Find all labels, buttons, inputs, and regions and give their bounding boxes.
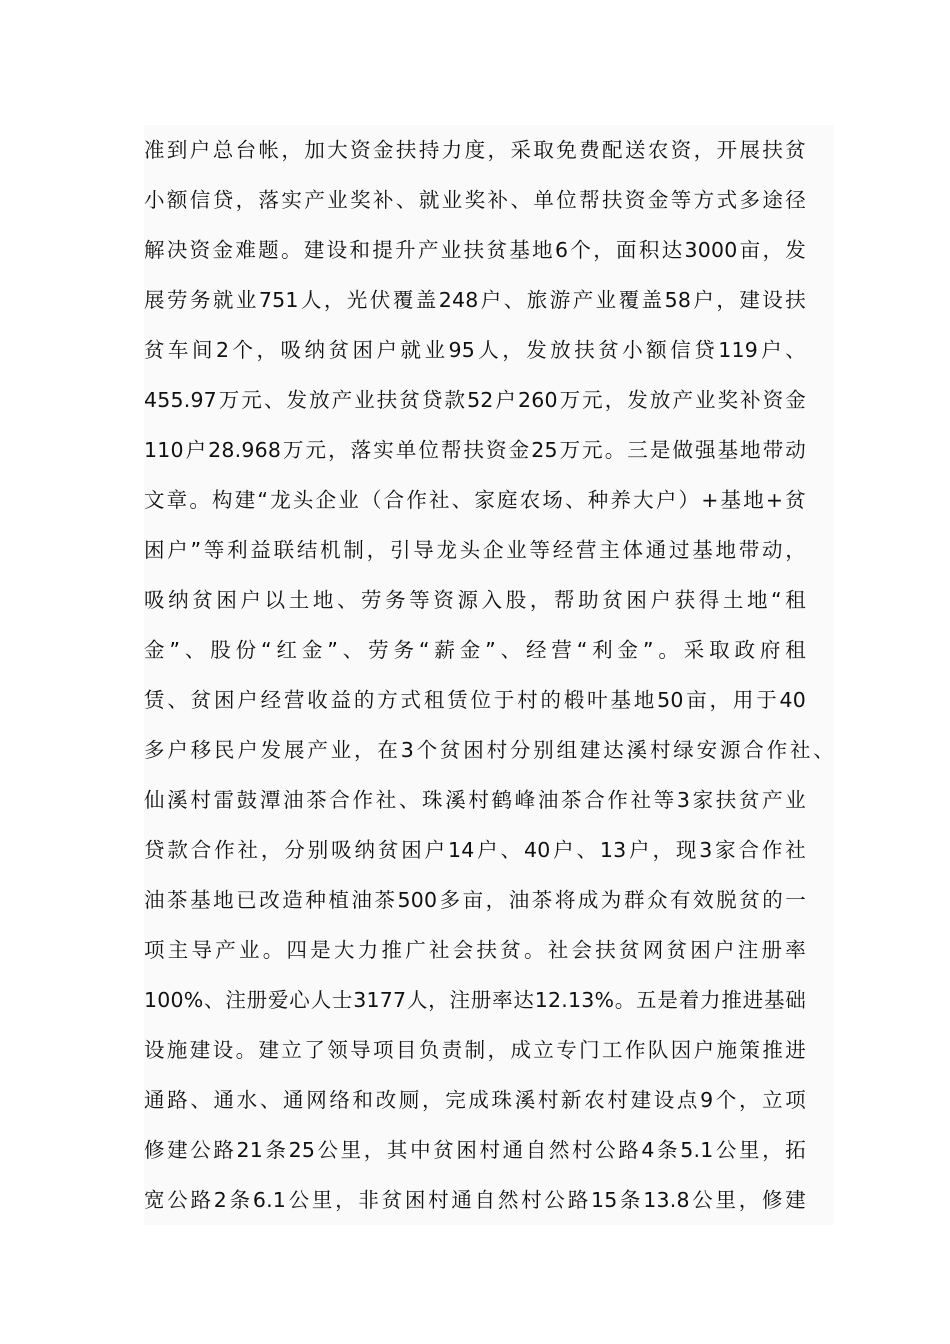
- text-line: 100%、注册爱心人士3177人，注册率达12.13%。五是着力推进基础: [144, 988, 806, 1012]
- text-line: 多户移民户发展产业，在3个贫困村分别组建达溪村绿安源合作社、: [144, 738, 834, 762]
- text-line: 解决资金难题。建设和提升产业扶贫基地6个，面积达3000亩，发: [144, 238, 806, 262]
- text-line: 通路、通水、通网络和改厕，完成珠溪村新农村建设点9个，立项: [144, 1088, 806, 1112]
- text-line: 455.97万元、发放产业扶贫贷款52户260万元，发放产业奖补资金: [144, 388, 806, 412]
- text-line: 贷款合作社，分别吸纳贫困户14户、40户、13户，现3家合作社: [144, 838, 806, 862]
- body-paragraph: [144, 125, 834, 1225]
- text-line: 文章。构建“龙头企业（合作社、家庭农场、种养大户）+基地+贫: [144, 488, 806, 512]
- text-line: 展劳务就业751人，光伏覆盖248户、旅游产业覆盖58户，建设扶: [144, 288, 806, 312]
- text-line: 金”、股份“红金”、劳务“薪金”、经营“利金”。采取政府租: [144, 638, 806, 662]
- text-line: 困户”等利益联结机制，引导龙头企业等经营主体通过基地带动，: [144, 538, 806, 562]
- text-line: 110户28.968万元，落实单位帮扶资金25万元。三是做强基地带动: [144, 438, 806, 462]
- text-line: 设施建设。建立了领导项目负责制，成立专门工作队因户施策推进: [144, 1038, 806, 1062]
- text-line: 油茶基地已改造种植油茶500多亩，油茶将成为群众有效脱贫的一: [144, 888, 806, 912]
- text-line: 赁、贫困户经营收益的方式租赁位于村的椴叶基地50亩，用于40: [144, 688, 806, 712]
- text-line: 小额信贷，落实产业奖补、就业奖补、单位帮扶资金等方式多途径: [144, 188, 806, 212]
- text-line: 贫车间2个，吸纳贫困户就业95人，发放扶贫小额信贷119户、: [144, 338, 806, 362]
- text-line: 修建公路21条25公里，其中贫困村通自然村公路4条5.1公里，拓: [144, 1138, 806, 1162]
- text-line: 项主导产业。四是大力推广社会扶贫。社会扶贫网贫困户注册率: [144, 938, 806, 962]
- text-line: 仙溪村雷鼓潭油茶合作社、珠溪村鹤峰油茶合作社等3家扶贫产业: [144, 788, 806, 812]
- text-line: 宽公路2条6.1公里，非贫困村通自然村公路15条13.8公里，修建: [144, 1188, 806, 1212]
- text-line: 准到户总台帐，加大资金扶持力度，采取免费配送农资，开展扶贫: [144, 138, 806, 162]
- text-line: 吸纳贫困户以土地、劳务等资源入股，帮助贫困户获得土地“租: [144, 588, 806, 612]
